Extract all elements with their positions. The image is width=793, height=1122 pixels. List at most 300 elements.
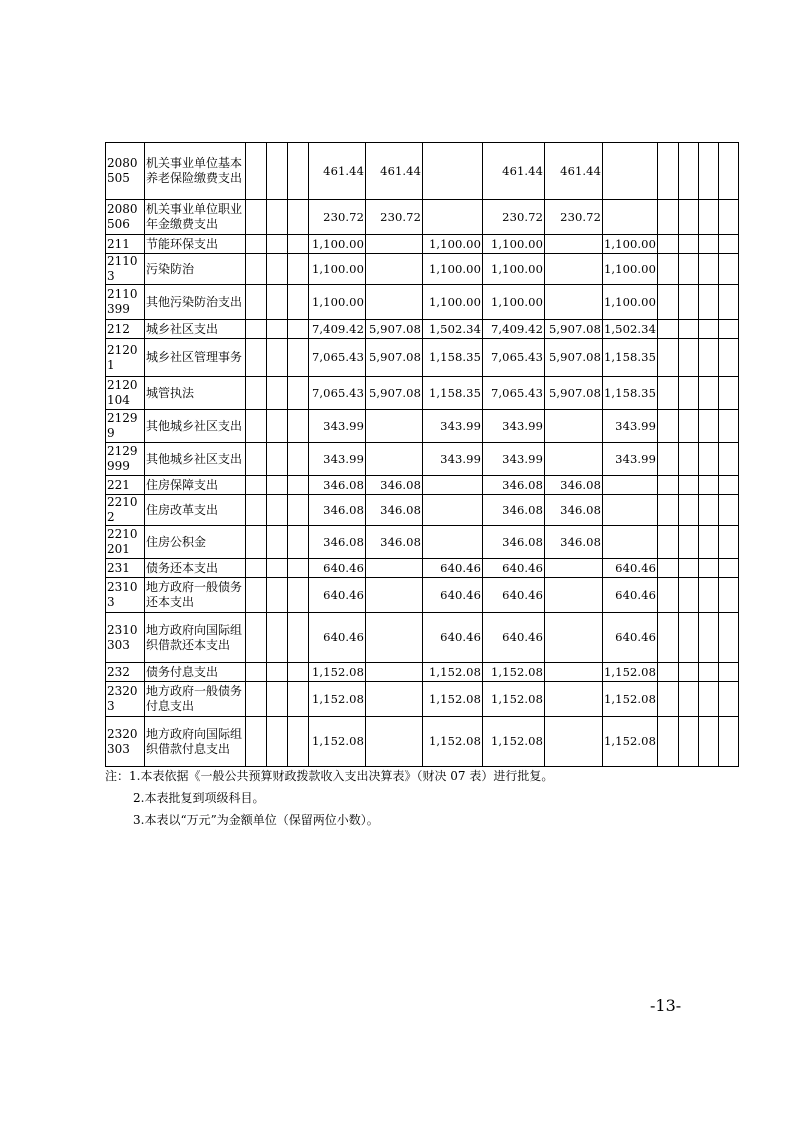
row-value-cell: 1,100.00 bbox=[603, 235, 658, 254]
row-value-cell bbox=[679, 377, 699, 410]
row-value-cell bbox=[545, 254, 603, 285]
row-value-cell: 230.72 bbox=[366, 200, 423, 235]
row-value-cell bbox=[719, 200, 739, 235]
row-value-cell: 7,065.43 bbox=[483, 339, 545, 377]
row-value-cell bbox=[545, 410, 603, 443]
row-value-cell: 1,100.00 bbox=[423, 254, 483, 285]
row-value-cell bbox=[288, 682, 309, 717]
row-value-cell bbox=[679, 285, 699, 320]
row-value-cell bbox=[366, 254, 423, 285]
row-value-cell bbox=[246, 320, 267, 339]
row-value-cell bbox=[679, 254, 699, 285]
row-value-cell bbox=[679, 526, 699, 559]
row-value-cell: 640.46 bbox=[483, 559, 545, 578]
row-code-cell: 221 bbox=[106, 476, 145, 495]
row-value-cell bbox=[658, 476, 679, 495]
row-value-cell bbox=[658, 495, 679, 526]
row-value-cell bbox=[246, 254, 267, 285]
row-value-cell bbox=[423, 526, 483, 559]
row-value-cell: 640.46 bbox=[423, 578, 483, 613]
row-value-cell bbox=[719, 410, 739, 443]
row-code-cell: 2129999 bbox=[106, 443, 145, 476]
row-value-cell bbox=[719, 559, 739, 578]
row-value-cell: 5,907.08 bbox=[366, 377, 423, 410]
row-value-cell bbox=[719, 320, 739, 339]
row-name-cell: 城管执法 bbox=[145, 377, 246, 410]
row-value-cell bbox=[545, 663, 603, 682]
row-value-cell: 461.44 bbox=[366, 143, 423, 200]
row-value-cell bbox=[267, 254, 288, 285]
row-value-cell bbox=[246, 443, 267, 476]
row-value-cell: 1,100.00 bbox=[483, 254, 545, 285]
row-value-cell bbox=[658, 663, 679, 682]
row-value-cell bbox=[267, 613, 288, 663]
row-value-cell: 5,907.08 bbox=[366, 339, 423, 377]
row-value-cell bbox=[699, 443, 719, 476]
row-value-cell bbox=[246, 663, 267, 682]
row-code-cell: 2080505 bbox=[106, 143, 145, 200]
row-value-cell: 1,100.00 bbox=[423, 285, 483, 320]
row-value-cell bbox=[267, 320, 288, 339]
row-value-cell bbox=[545, 235, 603, 254]
row-value-cell bbox=[658, 613, 679, 663]
row-value-cell bbox=[246, 578, 267, 613]
row-value-cell bbox=[679, 320, 699, 339]
row-value-cell bbox=[699, 235, 719, 254]
row-value-cell: 1,152.08 bbox=[309, 663, 366, 682]
row-value-cell: 1,152.08 bbox=[603, 663, 658, 682]
row-value-cell bbox=[366, 235, 423, 254]
row-value-cell bbox=[679, 200, 699, 235]
row-value-cell: 346.08 bbox=[483, 495, 545, 526]
row-value-cell bbox=[679, 339, 699, 377]
table-notes bbox=[105, 765, 745, 831]
row-value-cell: 346.08 bbox=[483, 476, 545, 495]
row-value-cell bbox=[267, 410, 288, 443]
row-value-cell bbox=[246, 410, 267, 443]
row-value-cell: 1,100.00 bbox=[603, 285, 658, 320]
row-value-cell bbox=[267, 235, 288, 254]
row-value-cell: 1,158.35 bbox=[423, 377, 483, 410]
row-value-cell bbox=[679, 578, 699, 613]
row-value-cell: 346.08 bbox=[545, 476, 603, 495]
row-value-cell: 343.99 bbox=[309, 443, 366, 476]
row-value-cell: 1,100.00 bbox=[483, 285, 545, 320]
row-value-cell bbox=[658, 339, 679, 377]
row-value-cell bbox=[267, 377, 288, 410]
row-value-cell bbox=[679, 410, 699, 443]
row-value-cell bbox=[545, 613, 603, 663]
row-value-cell bbox=[719, 254, 739, 285]
row-value-cell bbox=[658, 410, 679, 443]
row-value-cell bbox=[288, 663, 309, 682]
row-value-cell bbox=[545, 717, 603, 767]
table-row bbox=[106, 254, 739, 285]
table-row bbox=[106, 320, 739, 339]
row-value-cell: 461.44 bbox=[309, 143, 366, 200]
row-code-cell: 21201 bbox=[106, 339, 145, 377]
row-value-cell: 1,100.00 bbox=[309, 235, 366, 254]
note-line-1: 注：1.本表依据《一般公共预算财政拨款收入支出决算表》（财决 07 表）进行批复。 bbox=[105, 769, 554, 783]
row-value-cell: 1,100.00 bbox=[483, 235, 545, 254]
table-row bbox=[106, 377, 739, 410]
row-value-cell bbox=[246, 717, 267, 767]
row-value-cell: 343.99 bbox=[603, 443, 658, 476]
row-value-cell: 640.46 bbox=[309, 559, 366, 578]
row-value-cell bbox=[288, 235, 309, 254]
row-value-cell bbox=[699, 559, 719, 578]
row-value-cell bbox=[658, 717, 679, 767]
table-row bbox=[106, 410, 739, 443]
row-value-cell bbox=[719, 476, 739, 495]
row-value-cell bbox=[679, 559, 699, 578]
row-value-cell: 346.08 bbox=[309, 495, 366, 526]
row-value-cell bbox=[246, 682, 267, 717]
row-value-cell: 640.46 bbox=[483, 613, 545, 663]
row-value-cell bbox=[699, 200, 719, 235]
row-value-cell bbox=[699, 495, 719, 526]
row-name-cell: 节能环保支出 bbox=[145, 235, 246, 254]
row-value-cell: 346.08 bbox=[309, 476, 366, 495]
row-value-cell bbox=[658, 526, 679, 559]
row-value-cell bbox=[719, 613, 739, 663]
row-value-cell: 343.99 bbox=[423, 410, 483, 443]
row-value-cell bbox=[267, 717, 288, 767]
row-value-cell bbox=[679, 143, 699, 200]
row-value-cell: 1,100.00 bbox=[309, 285, 366, 320]
row-value-cell bbox=[246, 377, 267, 410]
row-value-cell bbox=[288, 559, 309, 578]
row-code-cell: 2210201 bbox=[106, 526, 145, 559]
row-value-cell: 5,907.08 bbox=[366, 320, 423, 339]
table-row bbox=[106, 682, 739, 717]
row-value-cell bbox=[719, 682, 739, 717]
table-row bbox=[106, 339, 739, 377]
table-row bbox=[106, 559, 739, 578]
row-value-cell bbox=[679, 476, 699, 495]
row-value-cell: 5,907.08 bbox=[545, 320, 603, 339]
row-value-cell bbox=[719, 143, 739, 200]
row-code-cell: 21103 bbox=[106, 254, 145, 285]
row-value-cell bbox=[246, 476, 267, 495]
row-value-cell: 640.46 bbox=[483, 578, 545, 613]
row-value-cell bbox=[366, 578, 423, 613]
row-value-cell bbox=[699, 377, 719, 410]
row-value-cell bbox=[288, 377, 309, 410]
row-value-cell bbox=[658, 559, 679, 578]
row-value-cell: 1,152.08 bbox=[483, 717, 545, 767]
row-code-cell: 2320303 bbox=[106, 717, 145, 767]
row-value-cell bbox=[603, 200, 658, 235]
row-value-cell bbox=[658, 235, 679, 254]
row-value-cell: 1,100.00 bbox=[423, 235, 483, 254]
row-value-cell bbox=[719, 339, 739, 377]
row-value-cell bbox=[288, 254, 309, 285]
row-value-cell: 1,152.08 bbox=[483, 682, 545, 717]
row-value-cell bbox=[246, 143, 267, 200]
row-value-cell bbox=[288, 613, 309, 663]
row-value-cell bbox=[267, 285, 288, 320]
row-value-cell bbox=[679, 495, 699, 526]
table-row bbox=[106, 476, 739, 495]
row-value-cell bbox=[603, 143, 658, 200]
row-value-cell bbox=[267, 339, 288, 377]
row-value-cell: 343.99 bbox=[309, 410, 366, 443]
row-value-cell bbox=[288, 143, 309, 200]
row-value-cell: 1,152.08 bbox=[309, 682, 366, 717]
row-value-cell bbox=[246, 339, 267, 377]
row-value-cell: 461.44 bbox=[545, 143, 603, 200]
row-value-cell bbox=[288, 476, 309, 495]
row-value-cell: 1,502.34 bbox=[423, 320, 483, 339]
row-value-cell bbox=[423, 200, 483, 235]
row-value-cell bbox=[719, 285, 739, 320]
row-value-cell: 346.08 bbox=[545, 526, 603, 559]
row-value-cell bbox=[719, 717, 739, 767]
row-code-cell: 2110399 bbox=[106, 285, 145, 320]
table-row bbox=[106, 285, 739, 320]
row-value-cell bbox=[719, 495, 739, 526]
row-value-cell bbox=[267, 143, 288, 200]
row-value-cell bbox=[288, 200, 309, 235]
row-value-cell bbox=[288, 443, 309, 476]
row-value-cell bbox=[658, 377, 679, 410]
row-value-cell: 1,152.08 bbox=[483, 663, 545, 682]
row-value-cell: 343.99 bbox=[483, 443, 545, 476]
row-code-cell: 2080506 bbox=[106, 200, 145, 235]
row-value-cell bbox=[246, 559, 267, 578]
row-value-cell: 1,158.35 bbox=[603, 377, 658, 410]
table-row bbox=[106, 443, 739, 476]
row-value-cell bbox=[719, 663, 739, 682]
row-name-cell: 其他污染防治支出 bbox=[145, 285, 246, 320]
row-value-cell: 7,409.42 bbox=[483, 320, 545, 339]
row-value-cell: 1,502.34 bbox=[603, 320, 658, 339]
row-value-cell: 640.46 bbox=[423, 559, 483, 578]
row-value-cell: 343.99 bbox=[483, 410, 545, 443]
row-value-cell: 640.46 bbox=[309, 613, 366, 663]
row-code-cell: 232 bbox=[106, 663, 145, 682]
row-value-cell: 346.08 bbox=[366, 526, 423, 559]
row-value-cell bbox=[423, 143, 483, 200]
note-line-2: 2.本表批复到项级科目。 bbox=[133, 791, 265, 805]
row-value-cell bbox=[545, 682, 603, 717]
row-value-cell: 346.08 bbox=[366, 495, 423, 526]
row-value-cell bbox=[679, 717, 699, 767]
row-name-cell: 地方政府一般债务付息支出 bbox=[145, 682, 246, 717]
row-value-cell: 7,409.42 bbox=[309, 320, 366, 339]
row-value-cell bbox=[246, 235, 267, 254]
row-value-cell bbox=[719, 235, 739, 254]
note-line-3: 3.本表以“万元”为金额单位（保留两位小数）。 bbox=[133, 813, 379, 827]
row-code-cell: 212 bbox=[106, 320, 145, 339]
row-code-cell: 21299 bbox=[106, 410, 145, 443]
budget-table bbox=[105, 142, 739, 767]
row-value-cell: 1,152.08 bbox=[423, 682, 483, 717]
row-name-cell: 住房改革支出 bbox=[145, 495, 246, 526]
row-value-cell bbox=[366, 559, 423, 578]
row-name-cell: 污染防治 bbox=[145, 254, 246, 285]
row-value-cell: 1,152.08 bbox=[309, 717, 366, 767]
row-code-cell: 22102 bbox=[106, 495, 145, 526]
row-value-cell bbox=[267, 682, 288, 717]
row-name-cell: 机关事业单位职业年金缴费支出 bbox=[145, 200, 246, 235]
table-row bbox=[106, 200, 739, 235]
row-value-cell bbox=[545, 559, 603, 578]
row-name-cell: 地方政府一般债务还本支出 bbox=[145, 578, 246, 613]
row-value-cell bbox=[288, 578, 309, 613]
row-value-cell bbox=[699, 578, 719, 613]
row-value-cell bbox=[545, 443, 603, 476]
row-value-cell bbox=[246, 526, 267, 559]
row-value-cell bbox=[719, 526, 739, 559]
row-value-cell: 1,100.00 bbox=[603, 254, 658, 285]
row-value-cell: 230.72 bbox=[483, 200, 545, 235]
row-code-cell: 23103 bbox=[106, 578, 145, 613]
row-value-cell bbox=[267, 663, 288, 682]
row-code-cell: 23203 bbox=[106, 682, 145, 717]
row-value-cell bbox=[658, 200, 679, 235]
row-value-cell: 640.46 bbox=[423, 613, 483, 663]
row-name-cell: 城乡社区管理事务 bbox=[145, 339, 246, 377]
row-value-cell: 346.08 bbox=[483, 526, 545, 559]
row-value-cell bbox=[699, 285, 719, 320]
row-value-cell bbox=[423, 476, 483, 495]
row-value-cell bbox=[366, 443, 423, 476]
row-value-cell: 1,152.08 bbox=[603, 682, 658, 717]
row-code-cell: 2120104 bbox=[106, 377, 145, 410]
row-name-cell: 债务付息支出 bbox=[145, 663, 246, 682]
row-name-cell: 机关事业单位基本养老保险缴费支出 bbox=[145, 143, 246, 200]
row-value-cell bbox=[658, 254, 679, 285]
row-value-cell bbox=[267, 578, 288, 613]
row-value-cell bbox=[603, 476, 658, 495]
table-row bbox=[106, 578, 739, 613]
row-value-cell: 230.72 bbox=[309, 200, 366, 235]
row-code-cell: 211 bbox=[106, 235, 145, 254]
row-value-cell bbox=[679, 235, 699, 254]
row-value-cell bbox=[366, 663, 423, 682]
row-value-cell bbox=[658, 143, 679, 200]
row-value-cell: 640.46 bbox=[603, 578, 658, 613]
row-code-cell: 231 bbox=[106, 559, 145, 578]
row-value-cell bbox=[699, 254, 719, 285]
row-value-cell bbox=[545, 578, 603, 613]
row-value-cell: 1,158.35 bbox=[603, 339, 658, 377]
row-value-cell bbox=[603, 495, 658, 526]
table-row bbox=[106, 663, 739, 682]
row-value-cell bbox=[288, 339, 309, 377]
row-value-cell: 1,152.08 bbox=[423, 663, 483, 682]
row-value-cell: 461.44 bbox=[483, 143, 545, 200]
row-value-cell: 640.46 bbox=[309, 578, 366, 613]
row-value-cell bbox=[658, 320, 679, 339]
row-value-cell bbox=[719, 578, 739, 613]
row-value-cell: 7,065.43 bbox=[309, 339, 366, 377]
row-value-cell bbox=[246, 613, 267, 663]
row-value-cell bbox=[246, 200, 267, 235]
row-value-cell bbox=[288, 320, 309, 339]
row-value-cell bbox=[267, 443, 288, 476]
row-value-cell bbox=[246, 495, 267, 526]
row-value-cell: 640.46 bbox=[603, 559, 658, 578]
row-value-cell bbox=[545, 285, 603, 320]
row-value-cell bbox=[699, 613, 719, 663]
row-name-cell: 城乡社区支出 bbox=[145, 320, 246, 339]
row-value-cell: 1,152.08 bbox=[603, 717, 658, 767]
row-value-cell: 1,100.00 bbox=[309, 254, 366, 285]
row-value-cell bbox=[719, 377, 739, 410]
row-value-cell bbox=[679, 663, 699, 682]
table-row bbox=[106, 495, 739, 526]
row-value-cell bbox=[267, 200, 288, 235]
row-value-cell: 5,907.08 bbox=[545, 339, 603, 377]
row-value-cell: 343.99 bbox=[603, 410, 658, 443]
row-value-cell bbox=[288, 410, 309, 443]
table-row bbox=[106, 526, 739, 559]
row-value-cell bbox=[288, 495, 309, 526]
row-value-cell bbox=[658, 285, 679, 320]
row-value-cell bbox=[719, 443, 739, 476]
row-value-cell: 5,907.08 bbox=[545, 377, 603, 410]
row-value-cell bbox=[267, 559, 288, 578]
row-value-cell bbox=[366, 682, 423, 717]
row-value-cell bbox=[366, 285, 423, 320]
page-number: -13- bbox=[650, 996, 682, 1015]
row-value-cell: 230.72 bbox=[545, 200, 603, 235]
row-value-cell bbox=[699, 410, 719, 443]
row-value-cell bbox=[699, 717, 719, 767]
row-value-cell: 640.46 bbox=[603, 613, 658, 663]
row-value-cell bbox=[679, 613, 699, 663]
row-value-cell: 346.08 bbox=[545, 495, 603, 526]
table-body bbox=[106, 143, 739, 767]
table-row bbox=[106, 717, 739, 767]
row-value-cell bbox=[679, 682, 699, 717]
row-value-cell bbox=[288, 526, 309, 559]
row-value-cell bbox=[267, 495, 288, 526]
row-name-cell: 其他城乡社区支出 bbox=[145, 443, 246, 476]
row-value-cell bbox=[699, 320, 719, 339]
row-name-cell: 地方政府向国际组织借款付息支出 bbox=[145, 717, 246, 767]
row-value-cell bbox=[423, 495, 483, 526]
row-value-cell bbox=[699, 143, 719, 200]
row-value-cell bbox=[658, 443, 679, 476]
row-value-cell bbox=[699, 663, 719, 682]
row-name-cell: 债务还本支出 bbox=[145, 559, 246, 578]
row-value-cell bbox=[603, 526, 658, 559]
row-value-cell bbox=[267, 476, 288, 495]
row-code-cell: 2310303 bbox=[106, 613, 145, 663]
table-row bbox=[106, 613, 739, 663]
row-value-cell bbox=[288, 717, 309, 767]
row-value-cell: 346.08 bbox=[366, 476, 423, 495]
row-value-cell: 1,152.08 bbox=[423, 717, 483, 767]
row-name-cell: 住房保障支出 bbox=[145, 476, 246, 495]
row-value-cell bbox=[699, 526, 719, 559]
row-value-cell bbox=[366, 717, 423, 767]
row-value-cell bbox=[699, 339, 719, 377]
row-name-cell: 地方政府向国际组织借款还本支出 bbox=[145, 613, 246, 663]
row-value-cell: 7,065.43 bbox=[483, 377, 545, 410]
row-value-cell bbox=[288, 285, 309, 320]
row-value-cell bbox=[658, 578, 679, 613]
row-value-cell bbox=[246, 285, 267, 320]
row-value-cell: 346.08 bbox=[309, 526, 366, 559]
row-value-cell bbox=[658, 682, 679, 717]
row-value-cell bbox=[366, 410, 423, 443]
row-value-cell: 7,065.43 bbox=[309, 377, 366, 410]
